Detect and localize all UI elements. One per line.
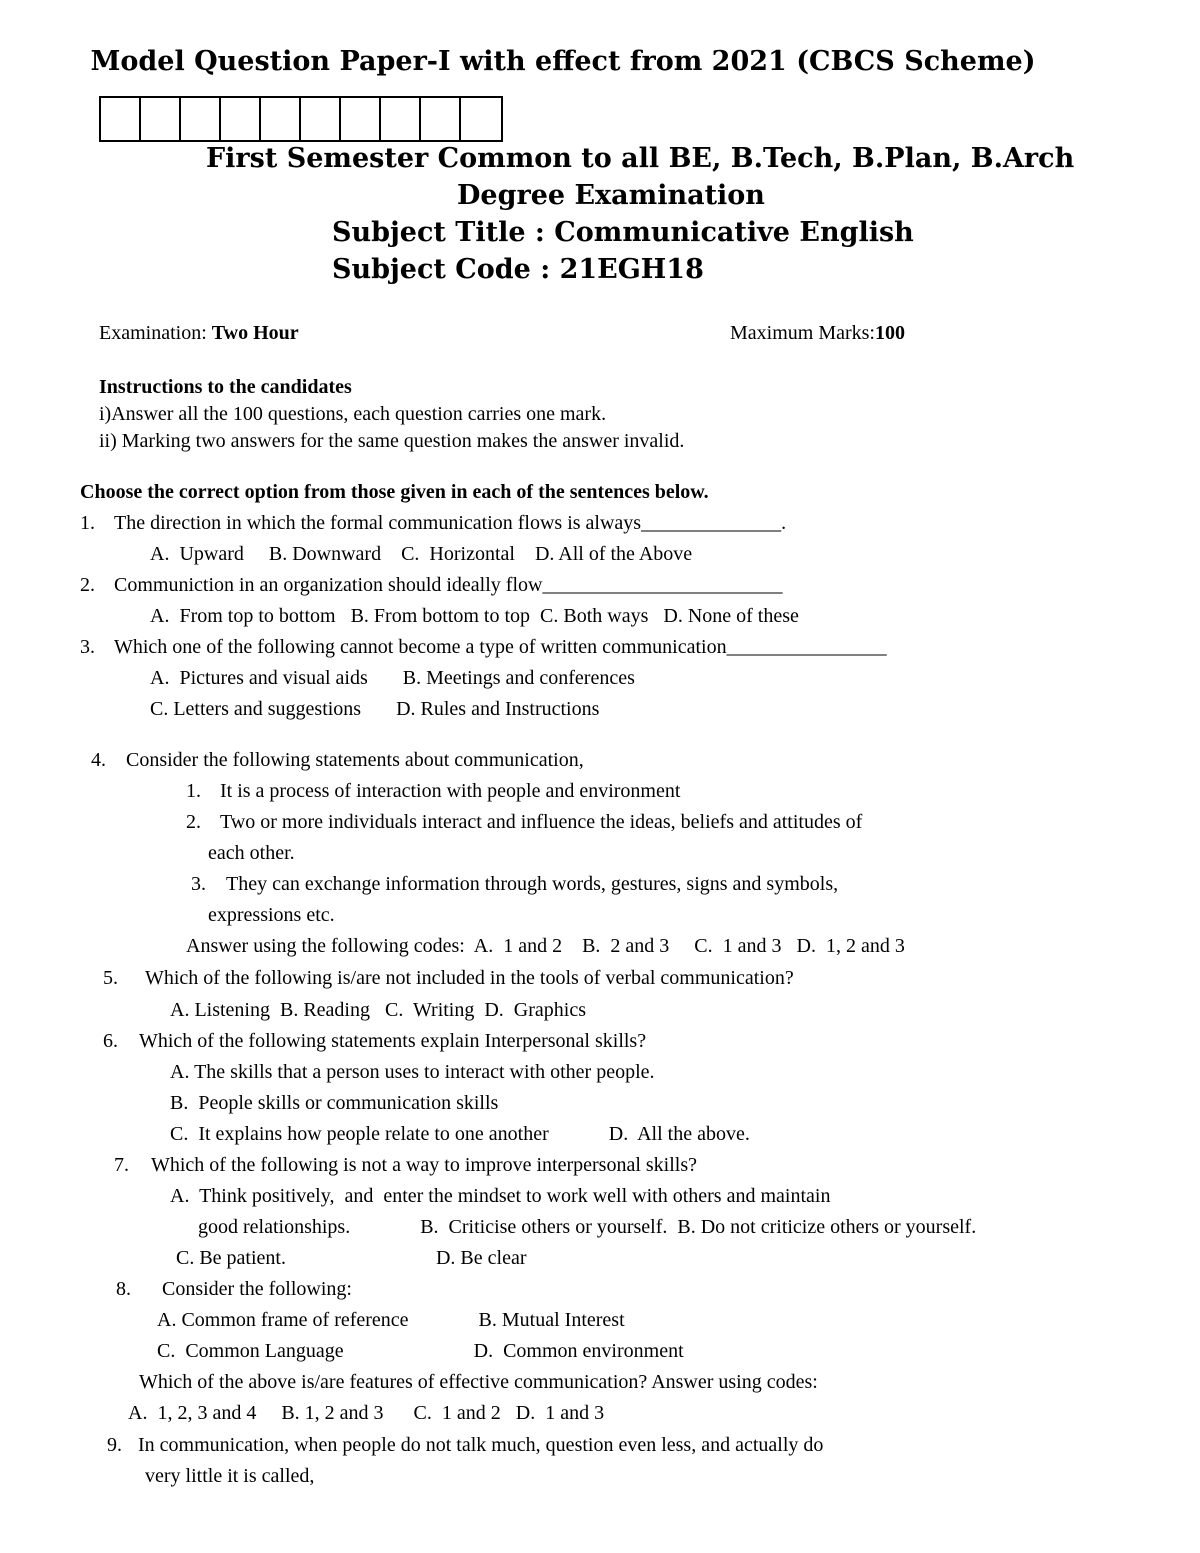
usn-box[interactable] xyxy=(221,98,261,140)
question-text: In communication, when people do not talk much, question even less, and actually do xyxy=(138,1434,824,1456)
question-text: Which of the above is/are features of effective communication? Answer using codes: xyxy=(139,1371,818,1393)
subject-code: Subject Code : 21EGH18 xyxy=(332,254,704,285)
usn-box[interactable] xyxy=(141,98,181,140)
question-text: Which of the following statements explain Interpersonal skills? xyxy=(139,1030,647,1052)
question-text: Which one of the following cannot become a type of written communication________________ xyxy=(114,636,887,658)
answer-options: A. From top to bottom B. From bottom to top C. Both ways D. None of these xyxy=(150,605,799,627)
instruction-line: ii) Marking two answers for the same question makes the answer invalid. xyxy=(99,430,685,452)
instruction-line: i)Answer all the 100 questions, each question carries one mark. xyxy=(99,403,607,425)
statement-text: Two or more individuals interact and influence the ideas, beliefs and attitudes of xyxy=(220,811,863,833)
answer-options: A. Pictures and visual aids B. Meetings and conferences xyxy=(150,667,635,689)
exam-duration: Examination: Two Hour xyxy=(99,322,299,344)
usn-box[interactable] xyxy=(261,98,301,140)
question-text: very little it is called, xyxy=(145,1465,315,1487)
question-number: 4. xyxy=(91,749,106,771)
answer-options: C. Letters and suggestions D. Rules and Instructions xyxy=(150,698,600,720)
question-number: 2. xyxy=(80,574,95,596)
usn-box[interactable] xyxy=(381,98,421,140)
question-number: 6. xyxy=(103,1030,118,1052)
exam-title-line: Degree Examination xyxy=(457,180,765,211)
question-number: 7. xyxy=(114,1154,129,1176)
answer-options: A. Listening B. Reading C. Writing D. Graphics xyxy=(170,999,587,1021)
question-text: Communiction in an organization should ideally flow________________________ xyxy=(114,574,783,596)
maximum-marks: Maximum Marks:100 xyxy=(730,322,905,344)
answer-options: C. Common Language D. Common environment xyxy=(157,1340,684,1362)
answer-options: A. Think positively, and enter the mindset to work well with others and maintain xyxy=(170,1185,831,1207)
statement-text: It is a process of interaction with people and environment xyxy=(220,780,681,802)
question-number: 9. xyxy=(107,1434,122,1456)
answer-options: B. People skills or communication skills xyxy=(170,1092,499,1114)
answer-options: A. Upward B. Downward C. Horizontal D. All of the Above xyxy=(150,543,693,565)
usn-entry-boxes[interactable] xyxy=(99,96,503,142)
statement-text: expressions etc. xyxy=(208,904,335,926)
question-text: The direction in which the formal communication flows is always______________. xyxy=(114,512,787,534)
question-number: 1. xyxy=(80,512,95,534)
usn-box[interactable] xyxy=(341,98,381,140)
usn-box[interactable] xyxy=(461,98,501,140)
statement-text: each other. xyxy=(208,842,295,864)
question-text: Which of the following is not a way to improve interpersonal skills? xyxy=(151,1154,697,1176)
answer-options: Answer using the following codes: A. 1 and 2 B. 2 and 3 C. 1 and 3 D. 1, 2 and 3 xyxy=(186,935,905,957)
subject-title: Subject Title : Communicative English xyxy=(332,217,914,248)
usn-box[interactable] xyxy=(301,98,341,140)
answer-options: C. Be patient. D. Be clear xyxy=(176,1247,527,1269)
question-number: 3. xyxy=(80,636,95,658)
answer-options: A. 1, 2, 3 and 4 B. 1, 2 and 3 C. 1 and 2 D. 1 and 3 xyxy=(128,1402,605,1424)
question-text: Consider the following: xyxy=(162,1278,352,1300)
answer-options: C. It explains how people relate to one another D. All the above. xyxy=(170,1123,750,1145)
answer-options: A. The skills that a person uses to interact with other people. xyxy=(170,1061,655,1083)
question-text: Consider the following statements about communication, xyxy=(126,749,584,771)
paper-title: Model Question Paper-I with effect from 2021 (CBCS Scheme) xyxy=(90,46,1036,77)
section-heading: Choose the correct option from those given in each of the sentences below. xyxy=(80,481,709,503)
usn-box[interactable] xyxy=(181,98,221,140)
instructions-heading: Instructions to the candidates xyxy=(99,376,352,398)
exam-title-line: First Semester Common to all BE, B.Tech, B.Plan, B.Arch xyxy=(206,143,1075,174)
statement-number: 1. xyxy=(186,780,201,802)
answer-options: good relationships. B. Criticise others or yourself. B. Do not criticize others or yourself. xyxy=(198,1216,977,1238)
question-number: 5. xyxy=(103,967,118,989)
answer-options: A. Common frame of reference B. Mutual Interest xyxy=(157,1309,625,1331)
question-number: 8. xyxy=(116,1278,131,1300)
usn-box[interactable] xyxy=(421,98,461,140)
question-text: Which of the following is/are not included in the tools of verbal communication? xyxy=(145,967,794,989)
statement-number: 2. xyxy=(186,811,201,833)
statement-text: They can exchange information through words, gestures, signs and symbols, xyxy=(226,873,839,895)
usn-box[interactable] xyxy=(101,98,141,140)
statement-number: 3. xyxy=(191,873,206,895)
